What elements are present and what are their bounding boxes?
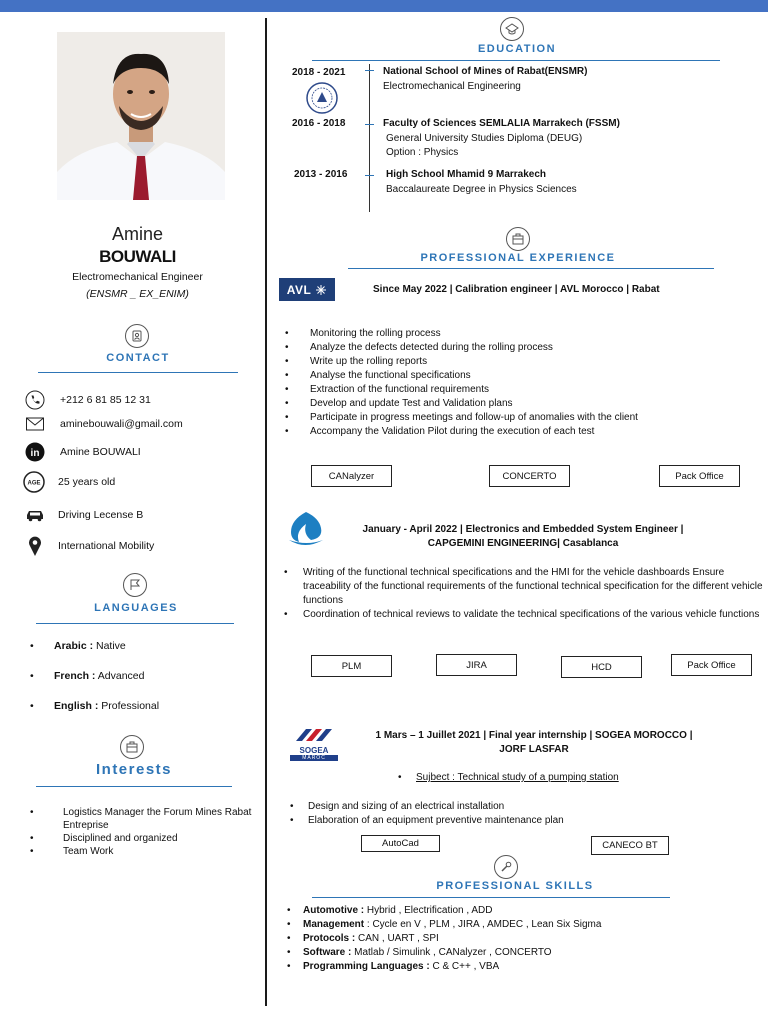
sogea-logo-sub: MAROC xyxy=(290,755,338,761)
svg-text:AGE: AGE xyxy=(27,480,41,487)
last-name: BOUWALI xyxy=(99,247,176,266)
language-item: • Arabic : Native xyxy=(30,640,126,652)
job-bullet: • Analyse the functional specifications xyxy=(285,370,471,381)
job-subject: • Sujbect : Technical study of a pumping station xyxy=(398,772,619,783)
tool-tag: CANalyzer xyxy=(311,465,392,487)
interests-heading: Interests xyxy=(95,761,173,778)
car-icon xyxy=(24,504,46,526)
job-bullet: • Participate in progress meetings and follow-up of anomalies with the client xyxy=(285,412,638,423)
contact-rule xyxy=(38,372,238,373)
job-bullet: • Write up the rolling reports xyxy=(285,356,428,367)
contact-license xyxy=(24,504,143,526)
mobility-text: International Mobility xyxy=(58,540,155,552)
tool-tag: Pack Office xyxy=(671,654,752,676)
skills-icon xyxy=(494,855,518,879)
avl-logo-text: AVL xyxy=(286,282,312,297)
linkedin-text[interactable]: Amine BOUWALI xyxy=(60,446,141,458)
interests-icon xyxy=(120,735,144,759)
education-years: 2016 - 2018 xyxy=(292,118,346,129)
contact-email[interactable] xyxy=(24,413,183,435)
job-bullet: • Accompany the Validation Pilot during the execution of each test xyxy=(285,426,595,437)
timeline-tick xyxy=(365,124,374,125)
education-icon xyxy=(500,17,524,41)
education-detail: General University Studies Diploma (DEUG) xyxy=(386,133,583,144)
education-timeline xyxy=(369,64,370,212)
languages-icon xyxy=(123,573,147,597)
tool-tag: Pack Office xyxy=(659,465,740,487)
languages-rule xyxy=(36,623,234,624)
email-text[interactable]: aminebouwali@gmail.com xyxy=(60,418,183,430)
education-years: 2013 - 2016 xyxy=(294,169,348,180)
job-bullet: • Monitoring the rolling process xyxy=(285,328,441,339)
interests-rule xyxy=(36,786,232,787)
experience-rule xyxy=(348,268,714,269)
language-item: • French : Advanced xyxy=(30,670,145,682)
contact-age xyxy=(22,471,115,493)
job-header: 1 Mars – 1 Juillet 2021 | Final year internship | SOGEA MOROCCO | xyxy=(375,730,693,741)
location-icon xyxy=(24,535,46,557)
contact-heading: CONTACT xyxy=(106,352,170,364)
top-accent-bar xyxy=(0,0,768,12)
job-bullets xyxy=(282,566,764,622)
svg-text:in: in xyxy=(30,448,40,459)
tool-tag: JIRA xyxy=(436,654,517,676)
job-bullet: • Develop and update Test and Validation plans xyxy=(285,398,513,409)
job-bullet: • Writing of the functional technical specifications and the HMI for the vehicle dashboards Ensure traceability of the functional requirements of the functional technical specification for the different vehicle functions xyxy=(284,567,763,606)
interest-item: • Disciplined and organized xyxy=(30,833,178,844)
job-bullets xyxy=(290,800,750,828)
job-subject-text: Sujbect : Technical study of a pumping station xyxy=(416,772,619,783)
ensmr-logo xyxy=(305,81,339,115)
education-detail: Baccalaureate Degree in Physics Sciences xyxy=(386,184,577,195)
skills-list xyxy=(287,904,757,974)
skill-item: • Automotive : Hybrid , Electrification , ADD xyxy=(287,905,493,916)
skill-item: • Management : Cycle en V , PLM , JIRA , AMDEC , Lean Six Sigma xyxy=(287,919,602,930)
job-bullet: • Extraction of the functional requirements xyxy=(285,384,489,395)
job-bullet: • Design and sizing of an electrical installation xyxy=(290,801,505,812)
education-heading: EDUCATION xyxy=(477,43,557,55)
education-detail: Option : Physics xyxy=(386,147,459,158)
sogea-logo-mark xyxy=(290,727,338,743)
education-school: Faculty of Sciences SEMLALIA Marrakech (FSSM) xyxy=(383,118,620,129)
first-name: Amine xyxy=(111,224,164,244)
education-detail: Electromechanical Engineering xyxy=(383,81,521,92)
contact-linkedin[interactable] xyxy=(24,441,141,463)
languages-list xyxy=(30,640,250,730)
contact-icon xyxy=(125,324,149,348)
interests-list xyxy=(30,806,262,858)
interest-item: • Team Work xyxy=(30,846,114,857)
job-bullets xyxy=(280,327,760,439)
skills-heading: PROFESSIONAL SKILLS xyxy=(436,880,594,892)
tool-tag: AutoCad xyxy=(361,835,440,852)
sogea-logo-text: SOGEA xyxy=(299,746,329,755)
education-rule xyxy=(312,60,720,61)
job-bullet: • Analyze the defects detected during the rolling process xyxy=(285,342,553,353)
job-bullet: • Elaboration of an equipment preventive maintenance plan xyxy=(290,815,564,826)
language-item: • English : Professional xyxy=(30,700,160,712)
profile-photo xyxy=(57,32,225,200)
languages-heading: LANGUAGES xyxy=(94,602,178,614)
timeline-tick xyxy=(365,70,374,71)
column-divider xyxy=(265,18,267,1006)
tool-tag: CONCERTO xyxy=(489,465,570,487)
interest-item: • Logistics Manager the Forum Mines Rabat Entreprise xyxy=(30,807,252,831)
phone-text: +212 6 81 85 12 31 xyxy=(60,394,151,406)
education-years: 2018 - 2021 xyxy=(292,67,346,78)
job-bullet: • Coordination of technical reviews to validate the technical specifications of the various vehicle functions xyxy=(284,609,760,620)
age-text: 25 years old xyxy=(58,476,116,488)
school-abbrev: (ENSMR _ EX_ENIM) xyxy=(86,288,189,300)
skill-item: • Software : Matlab / Simulink , CANalyzer , CONCERTO xyxy=(287,947,552,958)
job-header-company: CAPGEMINI ENGINEERING| Casablanca xyxy=(427,538,619,549)
job-header: January - April 2022 | Electronics and Embedded System Engineer | xyxy=(362,524,684,535)
education-school: National School of Mines of Rabat(ENSMR) xyxy=(383,66,588,77)
contact-phone xyxy=(24,389,151,411)
skill-item: • Protocols : CAN , UART , SPI xyxy=(287,933,439,944)
education-school: High School Mhamid 9 Marrakech xyxy=(386,169,547,180)
contact-mobility xyxy=(24,535,154,557)
skills-rule xyxy=(312,897,670,898)
phone-icon xyxy=(24,389,46,411)
avl-logo xyxy=(279,278,335,301)
tool-tag: HCD xyxy=(561,656,642,678)
job-header: Since May 2022 | Calibration engineer | AVL Morocco | Rabat xyxy=(373,284,660,295)
license-text: Driving Lecense B xyxy=(58,509,144,521)
age-icon xyxy=(22,471,46,493)
sogea-logo xyxy=(290,727,338,759)
tool-tag: PLM xyxy=(311,655,392,677)
timeline-tick xyxy=(365,175,374,176)
experience-icon xyxy=(506,227,530,251)
job-header-company: JORF LASFAR xyxy=(499,744,569,755)
job-title: Electromechanical Engineer xyxy=(72,271,203,283)
mail-icon xyxy=(24,413,46,435)
capgemini-logo xyxy=(285,510,327,548)
skill-item: • Programming Languages : C & C++ , VBA xyxy=(287,961,500,972)
tool-tag: CANECO BT xyxy=(591,836,669,855)
linkedin-icon xyxy=(24,441,46,463)
experience-heading: PROFESSIONAL EXPERIENCE xyxy=(420,252,616,264)
